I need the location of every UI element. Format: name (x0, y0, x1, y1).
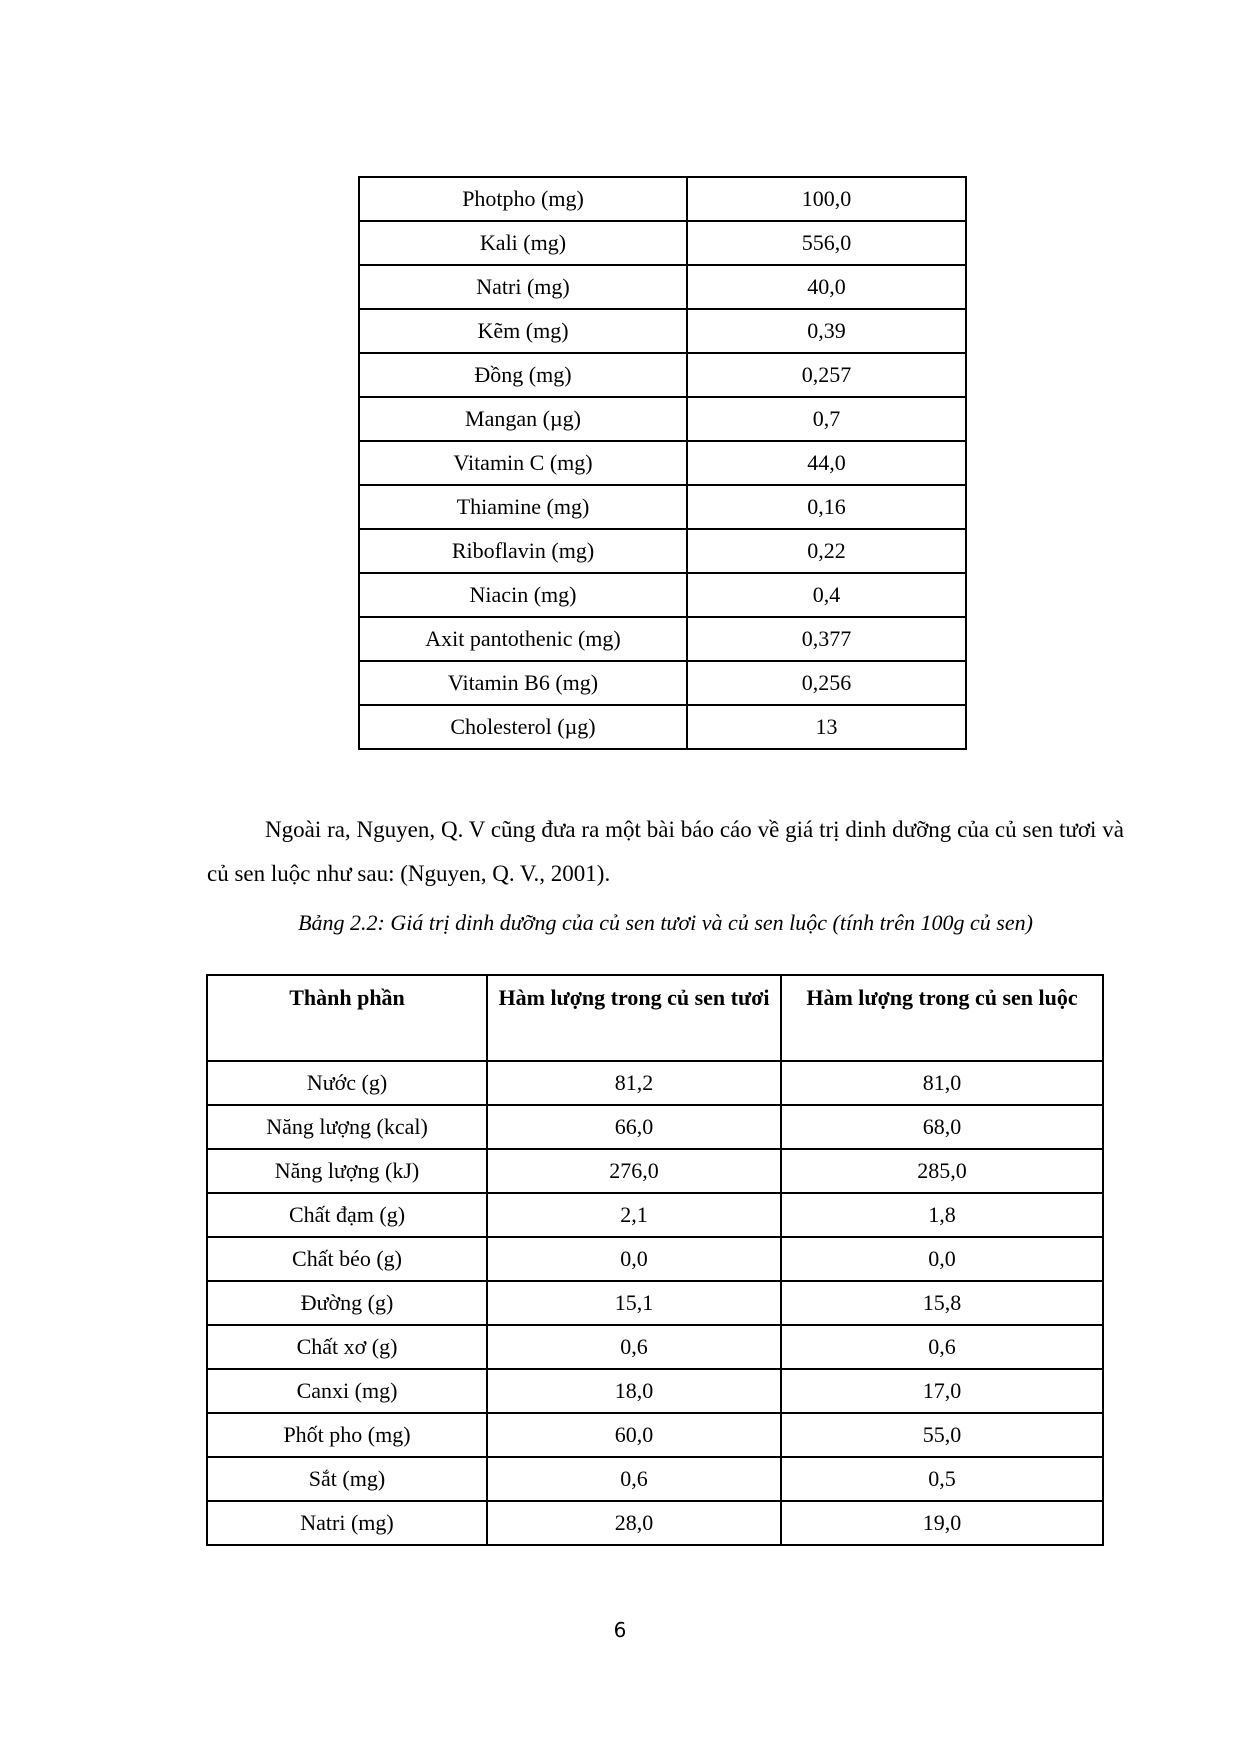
component-cell: Canxi (mg) (207, 1369, 487, 1413)
boiled-value-cell: 19,0 (781, 1501, 1103, 1545)
boiled-value-cell: 15,8 (781, 1281, 1103, 1325)
header-fresh: Hàm lượng trong củ sen tươi (487, 975, 781, 1061)
boiled-value-cell: 0,0 (781, 1237, 1103, 1281)
table-row (207, 1061, 1103, 1105)
table-row (207, 1369, 1103, 1413)
table-row (207, 1501, 1103, 1545)
table-row (359, 705, 966, 749)
component-cell: Chất xơ (g) (207, 1325, 487, 1369)
nutrient-name-cell: Vitamin B6 (mg) (359, 661, 687, 705)
nutrient-value-cell: 0,22 (687, 529, 966, 573)
table-row (207, 1193, 1103, 1237)
table-row (207, 1105, 1103, 1149)
nutrient-name-cell: Đồng (mg) (359, 353, 687, 397)
table-row (207, 1149, 1103, 1193)
fresh-value-cell: 66,0 (487, 1105, 781, 1149)
nutrient-name-cell: Photpho (mg) (359, 177, 687, 221)
nutrient-value-cell: 100,0 (687, 177, 966, 221)
table-row (359, 309, 966, 353)
fresh-value-cell: 0,0 (487, 1237, 781, 1281)
nutrient-name-cell: Riboflavin (mg) (359, 529, 687, 573)
table-row (359, 617, 966, 661)
fresh-value-cell: 81,2 (487, 1061, 781, 1105)
nutrient-value-cell: 0,257 (687, 353, 966, 397)
table-row (207, 1413, 1103, 1457)
table-row (359, 265, 966, 309)
nutrient-name-cell: Axit pantothenic (mg) (359, 617, 687, 661)
header-component: Thành phần (207, 975, 487, 1061)
table-row (359, 529, 966, 573)
fresh-value-cell: 18,0 (487, 1369, 781, 1413)
nutrition-comparison-table (206, 974, 1104, 1546)
boiled-value-cell: 0,5 (781, 1457, 1103, 1501)
component-cell: Đường (g) (207, 1281, 487, 1325)
nutrition-table-continued (358, 176, 967, 750)
page-number: 6 (613, 1618, 627, 1642)
nutrient-name-cell: Kali (mg) (359, 221, 687, 265)
fresh-value-cell: 0,6 (487, 1457, 781, 1501)
table-header-row (207, 975, 1103, 1061)
table-row (359, 661, 966, 705)
component-cell: Phốt pho (mg) (207, 1413, 487, 1457)
boiled-value-cell: 285,0 (781, 1149, 1103, 1193)
table-row (207, 1325, 1103, 1369)
table-caption: Bảng 2.2: Giá trị dinh dưỡng của củ sen tươi và củ sen luộc (tính trên 100g củ sen) (298, 910, 1033, 935)
fresh-value-cell: 60,0 (487, 1413, 781, 1457)
boiled-value-cell: 68,0 (781, 1105, 1103, 1149)
boiled-value-cell: 0,6 (781, 1325, 1103, 1369)
boiled-value-cell: 55,0 (781, 1413, 1103, 1457)
table-row (359, 353, 966, 397)
nutrient-name-cell: Natri (mg) (359, 265, 687, 309)
nutrient-value-cell: 40,0 (687, 265, 966, 309)
nutrient-value-cell: 0,16 (687, 485, 966, 529)
nutrient-name-cell: Cholesterol (µg) (359, 705, 687, 749)
component-cell: Natri (mg) (207, 1501, 487, 1545)
table-row (207, 1457, 1103, 1501)
nutrient-value-cell: 0,256 (687, 661, 966, 705)
fresh-value-cell: 28,0 (487, 1501, 781, 1545)
nutrient-value-cell: 13 (687, 705, 966, 749)
nutrient-value-cell: 0,39 (687, 309, 966, 353)
fresh-value-cell: 15,1 (487, 1281, 781, 1325)
boiled-value-cell: 81,0 (781, 1061, 1103, 1105)
header-boiled: Hàm lượng trong củ sen luộc (781, 975, 1103, 1061)
component-cell: Năng lượng (kcal) (207, 1105, 487, 1149)
table-row (359, 177, 966, 221)
table-row (359, 573, 966, 617)
boiled-value-cell: 1,8 (781, 1193, 1103, 1237)
table-row (207, 1237, 1103, 1281)
fresh-value-cell: 2,1 (487, 1193, 781, 1237)
nutrient-value-cell: 0,7 (687, 397, 966, 441)
component-cell: Chất đạm (g) (207, 1193, 487, 1237)
table-row (207, 1281, 1103, 1325)
nutrient-value-cell: 0,377 (687, 617, 966, 661)
nutrient-name-cell: Mangan (µg) (359, 397, 687, 441)
component-cell: Năng lượng (kJ) (207, 1149, 487, 1193)
fresh-value-cell: 0,6 (487, 1325, 781, 1369)
table-row (359, 397, 966, 441)
boiled-value-cell: 17,0 (781, 1369, 1103, 1413)
table-row (359, 485, 966, 529)
table-row (359, 441, 966, 485)
nutrient-value-cell: 0,4 (687, 573, 966, 617)
component-cell: Nước (g) (207, 1061, 487, 1105)
nutrient-name-cell: Kẽm (mg) (359, 309, 687, 353)
nutrient-value-cell: 556,0 (687, 221, 966, 265)
body-paragraph: Ngoài ra, Nguyen, Q. V cũng đưa ra một bài báo cáo về giá trị dinh dưỡng của củ sen tươi và củ sen luộc như sau: (Nguyen, Q. V., 2001). (207, 817, 1124, 886)
nutrient-name-cell: Vitamin C (mg) (359, 441, 687, 485)
component-cell: Chất béo (g) (207, 1237, 487, 1281)
nutrient-value-cell: 44,0 (687, 441, 966, 485)
component-cell: Sắt (mg) (207, 1457, 487, 1501)
table-row (359, 221, 966, 265)
fresh-value-cell: 276,0 (487, 1149, 781, 1193)
nutrient-name-cell: Thiamine (mg) (359, 485, 687, 529)
nutrient-name-cell: Niacin (mg) (359, 573, 687, 617)
